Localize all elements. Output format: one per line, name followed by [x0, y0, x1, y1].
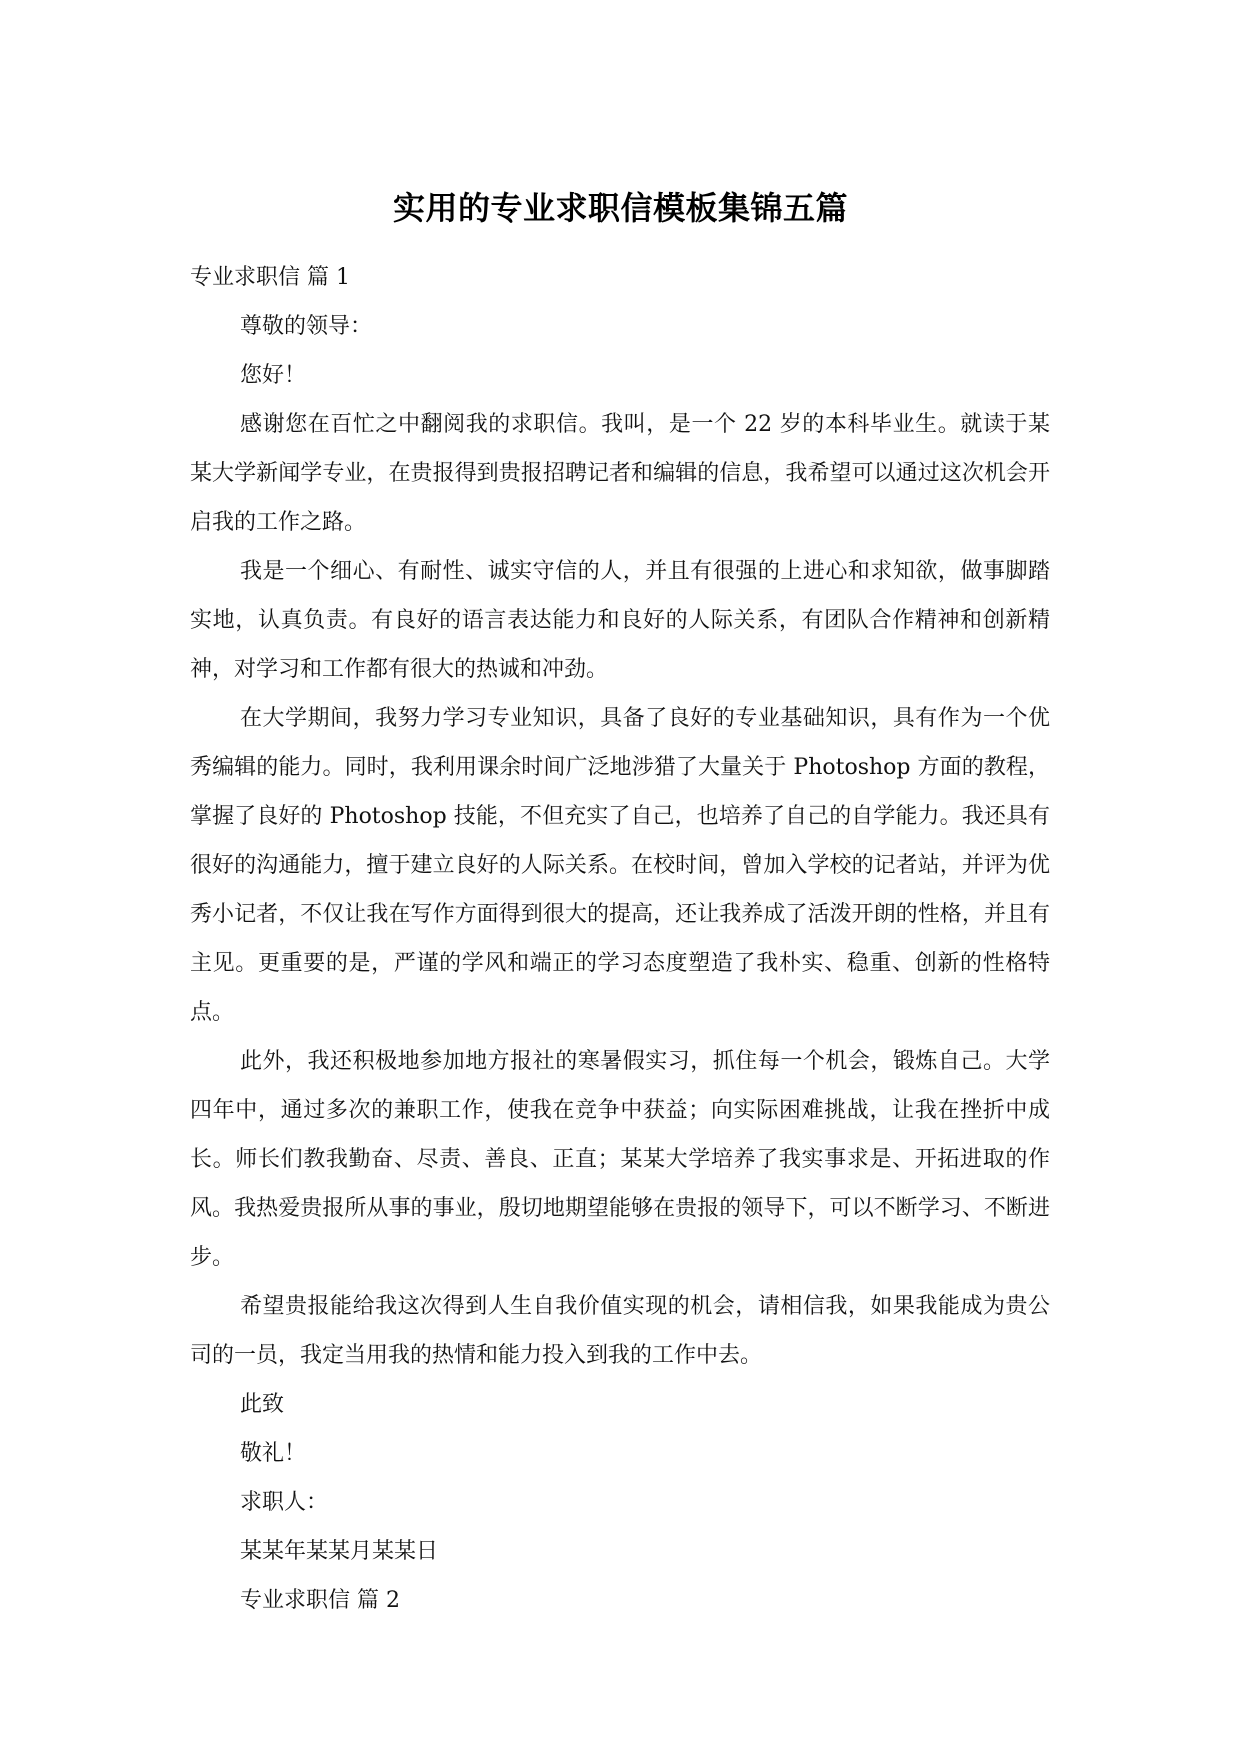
paragraph-university: 在大学期间，我努力学习专业知识，具备了良好的专业基础知识，具有作为一个优秀编辑的能力。同时，我利用课余时间广泛地涉猎了大量关于 Photoshop 方面的教程，掌握了良好的 Photoshop 技能，不但充实了自己，也培养了自己的自学能力。我还具有很好的沟通能力，擅于建立良好的人际关系。在校时间，曾加入学校的记者站，并评为优秀小记者，不仅让我在写作方面得到很大的提高，还让我养成了活泼开朗的性格，并且有主见。更重要的是，严谨的学风和端正的学习态度塑造了我朴实、稳重、创新的性格特点。: [190, 706, 1050, 1025]
document-body: [190, 253, 1050, 1625]
salutation: 尊敬的领导：: [240, 314, 373, 339]
paragraph-experience: 此外，我还积极地参加地方报社的寒暑假实习，抓住每一个机会，锻炼自己。大学四年中，通过多次的兼职工作，使我在竞争中获益；向实际困难挑战，让我在挫折中成长。师长们教我勤奋、尽责、善良、正直；某某大学培养了我实事求是、开拓进取的作风。我热爱贵报所从事的事业，殷切地期望能够在贵报的领导下，可以不断学习、不断进步。: [190, 1049, 1050, 1270]
applicant-label: 求职人：: [240, 1490, 329, 1515]
date-line: 某某年某某月某某日: [240, 1539, 439, 1564]
section-heading-2: 专业求职信 篇 2: [240, 1588, 400, 1613]
greeting: 您好！: [240, 363, 307, 388]
document-title: 实用的专业求职信模板集锦五篇: [392, 189, 848, 227]
paragraph-hope: 希望贵报能给我这次得到人生自我价值实现的机会，请相信我，如果我能成为贵公司的一员，我定当用我的热情和能力投入到我的工作中去。: [190, 1294, 1050, 1368]
paragraph-character: 我是一个细心、有耐性、诚实守信的人，并且有很强的上进心和求知欲，做事脚踏实地，认真负责。有良好的语言表达能力和良好的人际关系，有团队合作精神和创新精神，对学习和工作都有很大的热诚和冲劲。: [190, 559, 1050, 682]
closing-cizhi: 此致: [240, 1392, 285, 1417]
closing-jingli: 敬礼！: [240, 1441, 307, 1466]
paragraph-intro: 感谢您在百忙之中翻阅我的求职信。我叫，是一个 22 岁的本科毕业生。就读于某某大学新闻学专业，在贵报得到贵报招聘记者和编辑的信息，我希望可以通过这次机会开启我的工作之路。: [190, 412, 1050, 535]
section-heading: 专业求职信 篇 1: [190, 265, 350, 290]
